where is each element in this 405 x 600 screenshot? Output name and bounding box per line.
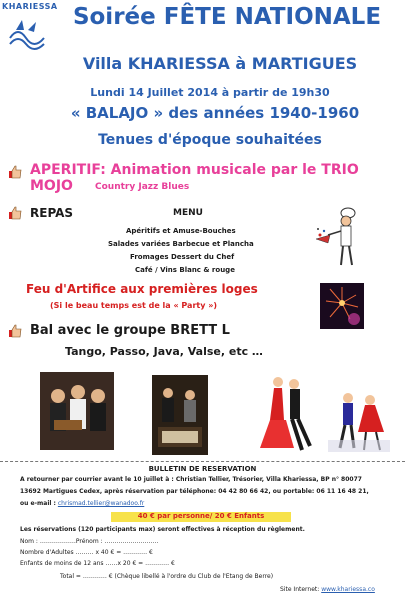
fireworks-label: Feu d'Artifice aux premières loges bbox=[26, 282, 258, 296]
divider bbox=[0, 461, 405, 462]
logo bbox=[2, 2, 58, 54]
form-nom[interactable]: Nom : ………………Prénom : ……………………… bbox=[20, 538, 159, 545]
jazz-band-photo bbox=[152, 375, 208, 455]
bal-sub: Tango, Passo, Java, Valse, etc … bbox=[65, 345, 263, 358]
bulletin-title: BULLETIN DE RESERVATION bbox=[148, 465, 257, 473]
fireworks-sub: (Si le beau temps est de la « Party ») bbox=[50, 301, 218, 310]
fireworks-image bbox=[320, 283, 364, 329]
menu-line: Apéritifs et Amuse-Bouches bbox=[126, 227, 236, 235]
thumbs-up-icon bbox=[8, 324, 22, 338]
menu-title: MENU bbox=[173, 208, 203, 218]
thumbs-up-icon bbox=[8, 206, 22, 220]
dancers-illustration bbox=[250, 370, 320, 454]
bulletin-line: 13692 Martigues Cedex, après réservation par téléphone: 04 42 80 66 42, ou portable: 06 11 16 48 21, bbox=[20, 488, 369, 495]
thumbs-up-icon bbox=[8, 165, 22, 179]
email-link[interactable]: chrismad.tellier@wanadoo.fr bbox=[57, 500, 145, 507]
dress-line: Tenues d'époque souhaitées bbox=[98, 132, 322, 148]
website-link[interactable]: www.khariessa.co bbox=[321, 586, 375, 593]
chef-illustration bbox=[312, 205, 362, 269]
couple-dance-illustration bbox=[328, 388, 390, 452]
date-line: Lundi 14 Juillet 2014 à partir de 19h30 bbox=[90, 86, 330, 99]
website-label: Site Internet: bbox=[280, 586, 320, 593]
bulletin-line: A retourner par courrier avant le 10 juillet à : Christian Tellier, Trésorier, Villa Khariessa, BP n° 80077 bbox=[20, 476, 362, 483]
price-text: 40 € par personne/ 20 € Enfants bbox=[137, 512, 265, 520]
email-prefix: ou e-mail : bbox=[20, 500, 56, 507]
bulletin-email-row bbox=[20, 500, 144, 507]
page-title: Soirée FÊTE NATIONALE bbox=[72, 4, 382, 30]
venue-title: Villa KHARIESSA à MARTIGUES bbox=[82, 54, 358, 73]
theme-line: « BALAJO » des années 1940-1960 bbox=[70, 104, 360, 122]
repas-label: REPAS bbox=[30, 206, 74, 220]
menu-line: Fromages Dessert du Chef bbox=[130, 253, 235, 261]
website-row bbox=[280, 586, 375, 593]
band-photo bbox=[40, 372, 114, 450]
form-total: Total = ………… € (Chèque libellé à l'ordre du Club de l'Etang de Berre) bbox=[60, 573, 274, 580]
bal-label: Bal avec le groupe BRETT L bbox=[30, 323, 230, 338]
aperitif-label: APERITIF: Animation musicale par le TRIO MOJO bbox=[30, 162, 359, 194]
logo-text: KHARIESSA bbox=[2, 2, 58, 11]
reservations-note: Les réservations (120 participants max) seront effectives à réception du règlement. bbox=[20, 526, 305, 533]
waves-icon bbox=[8, 16, 46, 50]
form-adultes[interactable]: Nombre d'Adultes ……… x 40 € = ………… € bbox=[20, 549, 153, 556]
menu-line: Café / Vins Blanc & rouge bbox=[135, 266, 235, 274]
menu-line: Salades variées Barbecue et Plancha bbox=[108, 240, 254, 248]
aperitif-sub: Country Jazz Blues bbox=[95, 182, 190, 192]
form-enfants[interactable]: Enfants de moins de 12 ans ……x 20 € = ………… € bbox=[20, 560, 175, 567]
